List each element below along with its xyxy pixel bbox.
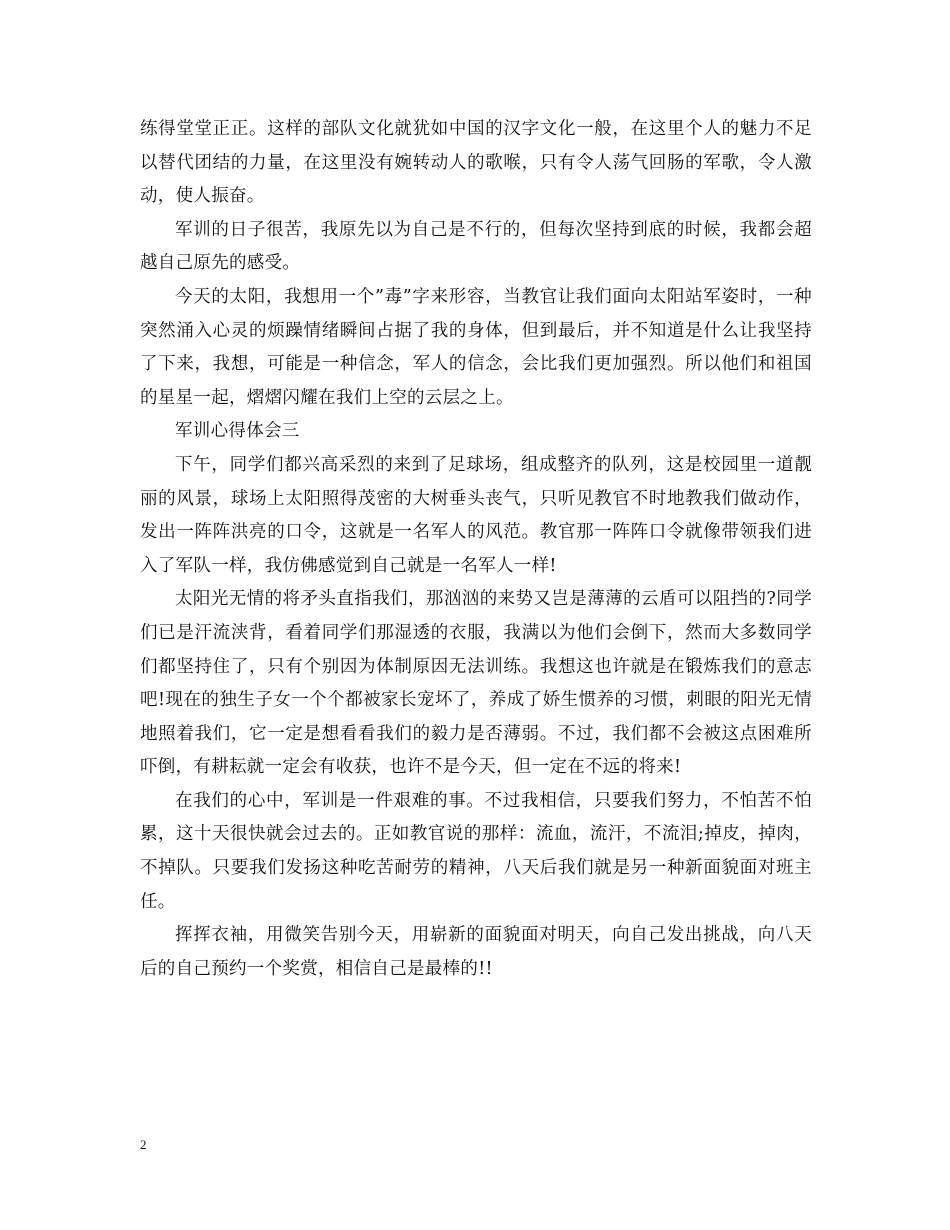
paragraph: 下午，同学们都兴高采烈的来到了足球场，组成整齐的队列，这是校园里一道靓丽的风景，球场上太阳照得茂密的大树垂头丧气，只听见教官不时地教我们做动作，发出一阵阵洪亮的口令，这就是一名军人的风范。教官那一阵阵口令就像带领我们进入了军队一样，我仿佛感觉到自己就是一名军人一样! — [140, 454, 812, 576]
body-text — [140, 113, 812, 986]
paragraph: 太阳光无情的将矛头直指我们，那汹汹的来势又岂是薄薄的云盾可以阻挡的?同学们已是汗流浃背，看着同学们那湿透的衣服，我满以为他们会倒下，然而大多数同学们都坚持住了，只有个别因为体制原因无法训练。我想这也许就是在锻炼我们的意志吧!现在的独生子女一个个都被家长宠坏了，养成了娇生惯养的习惯，刺眼的阳光无情地照着我们，它一定是想看看我们的毅力是否薄弱。不过，我们都不会被这点困难所吓倒，有耕耘就一定会有收获，也许不是今天，但一定在不远的将来! — [140, 589, 812, 778]
paragraph: 今天的太阳，我想用一个”毒”字来形容，当教官让我们面向太阳站军姿时，一种突然涌入心灵的烦躁情绪瞬间占据了我的身体，但到最后，并不知道是什么让我坚持了下来，我想，可能是一种信念，军人的信念，会比我们更加强烈。所以他们和祖国的星星一起，熠熠闪耀在我们上空的云层之上。 — [140, 286, 812, 408]
page-number: 2 — [140, 1137, 147, 1152]
paragraph-continuation: 练得堂堂正正。这样的部队文化就犹如中国的汉字文化一般，在这里个人的魅力不足以替代团结的力量，在这里没有婉转动人的歌喉，只有令人荡气回肠的军歌，令人激动，使人振奋。 — [140, 119, 812, 207]
paragraph: 在我们的心中，军训是一件艰难的事。不过我相信，只要我们努力，不怕苦不怕累，这十天很快就会过去的。正如教官说的那样：流血，流汗，不流泪;掉皮，掉肉，不掉队。只要我们发扬这种吃苦耐劳的精神，八天后我们就是另一种新面貌面对班主任。 — [140, 790, 812, 912]
paragraph: 军训的日子很苦，我原先以为自己是不行的，但每次坚持到底的时候，我都会超越自己原先的感受。 — [140, 219, 812, 274]
paragraph: 挥挥衣袖，用微笑告别今天，用崭新的面貌面对明天，向自己发出挑战，向八天后的自己预约一个奖赏，相信自己是最棒的!! — [140, 925, 812, 979]
section-heading: 军训心得体会三 — [175, 421, 300, 442]
